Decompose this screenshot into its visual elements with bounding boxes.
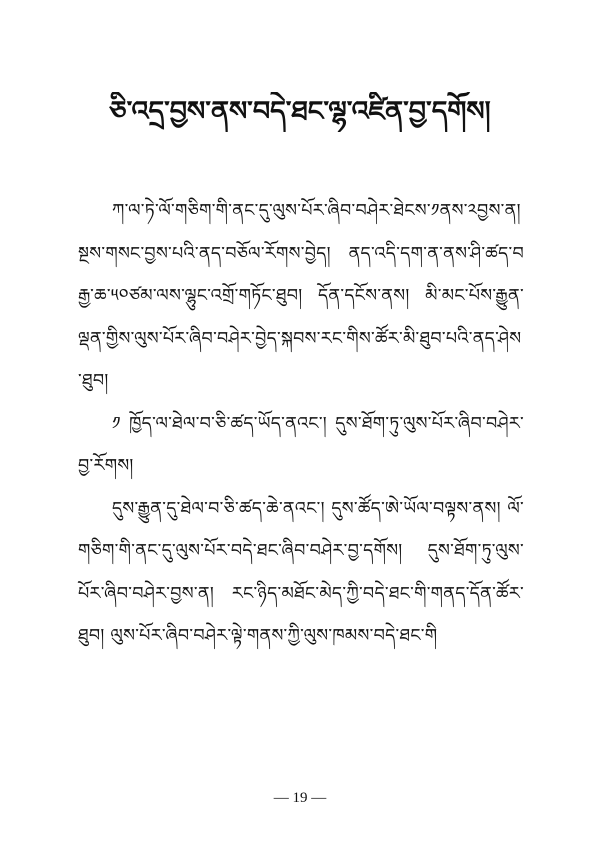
page-title: ཅི་འདྲ་བྱས་ནས་བདེ་ཐང་ལྷ་འཛིན་བྱ་དགོས། <box>109 96 491 127</box>
page-number: — 19 — <box>273 790 327 806</box>
paragraph-3: དུས་རྒྱུན་དུ་ཐེལ་བ་ཅི་ཚད་ཆེ་ནའང་། དུས་ཚོད་ཨེ་ཡོལ་བལྟས་ནས། ལོ་གཅིག་གི་ནང་དུ་ལུས་པོར་བདེ་ཐང་ཞིབ་བཤེར་བྱ་དགོས། དུས་ཐོག་ཏུ་ལུས་པོར་ཞིབ་བཤེར་བྱས་ན། རང་ཉིད་མཐོང་མེད་ཀྱི་བདེ་ཐང་གི་གནད་དོན་ཚོར་ཐུབ། ལུས་པོར་ཞིབ་བཤེར་ལྟེ་གནས་ཀྱི་ལུས་ཁམས་བདེ་ཐང་གི <box>78 498 524 646</box>
paragraph-2: ༡ ཁྱོད་ལ་ཐེལ་བ་ཅི་ཚད་ཡོད་ནའང་། དུས་ཐོག་ཏུ་ལུས་པོར་ཞིབ་བཤེར་བྱ་རོགས། <box>78 413 524 476</box>
body-text <box>78 190 524 658</box>
paragraph-1: ཀ་ལ་ཏེ་ལོ་གཅིག་གི་ནང་དུ་ལུས་པོར་ཞིབ་བཤེར་ཐེངས་༡ནས་༢བྱས་ན། སྔས་གསང་བྱས་པའི་ནད་བཅོལ་རོགས་བྱེད། ནད་འདི་དག་ན་ནས་ཤི་ཚད་བརྒྱ་ཆ་༥༠ཙམ་ལས་ལྷུང་འགྲོ་གཏོང་ཐུབ། དོན་དངོས་ནས། མི་མང་པོས་རྒྱུན་ལྡན་གྱིས་ལུས་པོར་ཞིབ་བཤེར་བྱེད་སྐབས་རང་གིས་ཚོར་མི་ཐུབ་པའི་ནད་ཤེས་ཐུབ། <box>78 201 524 391</box>
